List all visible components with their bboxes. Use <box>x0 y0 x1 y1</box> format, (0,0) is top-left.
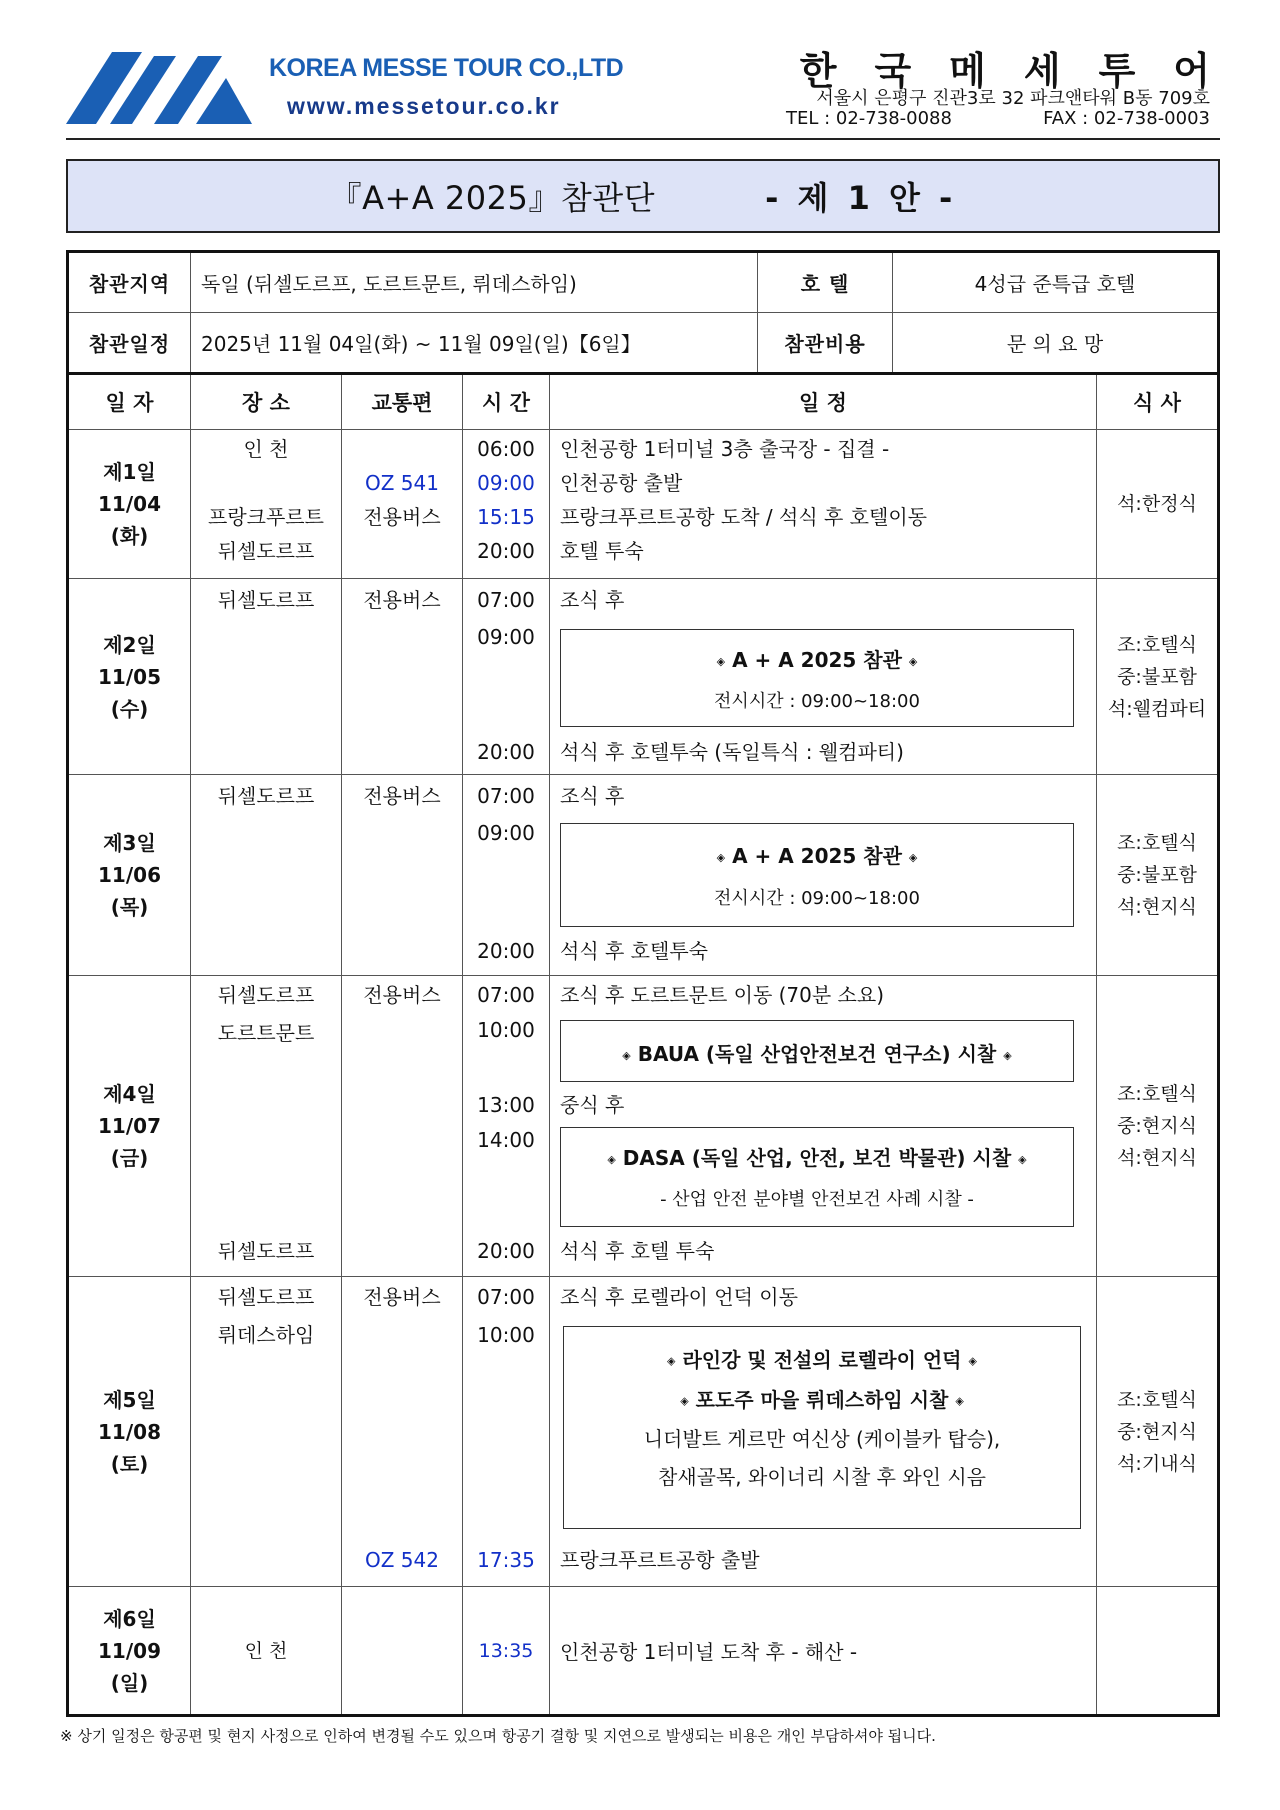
cost-label: 참관비용 <box>758 313 893 374</box>
diamond-icon: ◈ <box>680 1394 689 1407</box>
day1-meals: 석:한정식 <box>1097 430 1219 579</box>
day4-times: 07:00 10:00 13:00 14:00 20:00 <box>463 976 550 1277</box>
hotel-label: 호 텔 <box>758 252 893 313</box>
diamond-icon: ◈ <box>908 655 918 668</box>
day6-transport <box>342 1587 463 1716</box>
company-fax: FAX : 02-738-0003 <box>1043 108 1210 129</box>
header-time: 시 간 <box>463 374 550 430</box>
day4-itinerary: 조식 후 도르트문트 이동 (70분 소요) ◈ BAUA (독일 산업안전보건 연구소) 시찰 ◈ 중식 후 ◈ DASA (독일 산업, 안전, 보건 박물관) 시찰 ◈ - 산업 안전 분야별 안전보건 사례 시찰 - 석식 후 호텔 투숙 <box>550 976 1097 1277</box>
day5-label: 제5일 11/08 (토) <box>68 1277 191 1587</box>
diamond-icon: ◈ <box>1003 1049 1012 1062</box>
diamond-icon: ◈ <box>716 851 726 864</box>
schedule-row-day5 <box>68 1277 1219 1587</box>
region-label: 참관지역 <box>68 252 191 313</box>
day4-dasa-box: ◈ DASA (독일 산업, 안전, 보건 박물관) 시찰 ◈ - 산업 안전 분야별 안전보건 사례 시찰 - <box>560 1127 1074 1227</box>
header-meal: 식 사 <box>1097 374 1219 430</box>
day2-label: 제2일 11/05 (수) <box>68 579 191 775</box>
day1-label: 제1일 11/04 (화) <box>68 430 191 579</box>
day6-times: 13:35 <box>463 1587 550 1716</box>
diamond-icon: ◈ <box>968 1354 977 1368</box>
diamond-icon: ◈ <box>955 1394 964 1407</box>
day3-meals: 조:호텔식 중:불포함 석:현지식 <box>1097 775 1219 976</box>
letterhead <box>66 40 1248 140</box>
day5-times: 07:00 10:00 17:35 <box>463 1277 550 1587</box>
day1-transport: OZ 541 전용버스 <box>342 430 463 579</box>
region-value: 독일 (뒤셀도르프, 도르트문트, 뤼데스하임) <box>191 252 758 313</box>
cost-value: 문 의 요 망 <box>893 313 1219 374</box>
period-label: 참관일정 <box>68 313 191 374</box>
schedule-row-day4 <box>68 976 1219 1277</box>
day1-itinerary: 인천공항 1터미널 3층 출국장 - 집결 - 인천공항 출발 프랑크푸르트공항 도착 / 석식 후 호텔이동 호텔 투숙 <box>550 430 1097 579</box>
day3-exhibition-box: ◈ A + A 2025 참관 ◈ 전시시간 : 09:00~18:00 <box>560 823 1074 927</box>
day6-itinerary: 인천공항 1터미널 도착 후 - 해산 - <box>550 1587 1097 1716</box>
company-logo-icon <box>66 52 252 124</box>
footnote: ※ 상기 일정은 항공편 및 현지 사정으로 인하여 변경될 수도 있으며 항공기 결항 및 지연으로 발생되는 비용은 개인 부담하셔야 됩니다. <box>60 1727 936 1745</box>
day6-label: 제6일 11/09 (일) <box>68 1587 191 1716</box>
company-address: 서울시 은평구 진관3로 32 파크앤타워 B동 709호 <box>816 88 1210 109</box>
day5-transport: 전용버스 OZ 542 <box>342 1277 463 1587</box>
day1-times: 06:00 09:00 15:15 20:00 <box>463 430 550 579</box>
day2-itinerary: 조식 후 ◈ A + A 2025 참관 ◈ 전시시간 : 09:00~18:00 석식 후 호텔투숙 (독일특식 : 웰컴파티) <box>550 579 1097 775</box>
schedule-table <box>66 372 1220 1717</box>
day4-label: 제4일 11/07 (금) <box>68 976 191 1277</box>
day2-exhibition-box: ◈ A + A 2025 참관 ◈ 전시시간 : 09:00~18:00 <box>560 629 1074 727</box>
info-table <box>66 250 1220 375</box>
diamond-icon: ◈ <box>667 1354 676 1368</box>
company-name-english: KOREA MESSE TOUR CO.,LTD <box>269 54 624 82</box>
day4-transport: 전용버스 <box>342 976 463 1277</box>
title-plan: - 제 1 안 - <box>765 179 957 217</box>
day5-tour-box: ◈ 라인강 및 전설의 로렐라이 언덕 ◈ ◈ 포도주 마을 뤼데스하임 시찰 ◈ 니더발트 게르만 여신상 (케이블카 탑승), 참새골목, 와이너리 시찰 후 와인 시음 <box>563 1326 1081 1529</box>
day5-places: 뒤셀도르프 뤼데스하임 <box>191 1277 342 1587</box>
day5-meals: 조:호텔식 중:현지식 석:기내식 <box>1097 1277 1219 1587</box>
day3-label: 제3일 11/06 (목) <box>68 775 191 976</box>
company-name-korean: 한국메세투어 <box>799 49 1248 93</box>
day3-transport: 전용버스 <box>342 775 463 976</box>
diamond-icon: ◈ <box>908 851 918 864</box>
day4-baua-box: ◈ BAUA (독일 산업안전보건 연구소) 시찰 ◈ <box>560 1020 1074 1082</box>
header-itinerary: 일 정 <box>550 374 1097 430</box>
schedule-header-row <box>68 374 1219 430</box>
day6-meals <box>1097 1587 1219 1716</box>
day2-transport: 전용버스 <box>342 579 463 775</box>
day4-places: 뒤셀도르프 도르트문트 뒤셀도르프 <box>191 976 342 1277</box>
page-title <box>66 159 1220 233</box>
hotel-value: 4성급 준특급 호텔 <box>893 252 1219 313</box>
day3-itinerary: 조식 후 ◈ A + A 2025 참관 ◈ 전시시간 : 09:00~18:00 석식 후 호텔투숙 <box>550 775 1097 976</box>
day2-places: 뒤셀도르프 <box>191 579 342 775</box>
schedule-row-day1 <box>68 430 1219 579</box>
diamond-icon: ◈ <box>716 655 726 668</box>
day2-times: 07:00 09:00 20:00 <box>463 579 550 775</box>
day6-places: 인 천 <box>191 1587 342 1716</box>
period-value: 2025년 11월 04일(화) ~ 11월 09일(일)【6일】 <box>191 313 758 374</box>
header-day: 일 자 <box>68 374 191 430</box>
title-main: 『A+A 2025』참관단 <box>329 179 656 217</box>
header-transport: 교통편 <box>342 374 463 430</box>
diamond-icon: ◈ <box>622 1049 631 1062</box>
header-divider <box>66 138 1220 140</box>
day4-meals: 조:호텔식 중:현지식 석:현지식 <box>1097 976 1219 1277</box>
day3-times: 07:00 09:00 20:00 <box>463 775 550 976</box>
company-website: www.messetour.co.kr <box>287 93 561 119</box>
diamond-icon: ◈ <box>607 1153 616 1166</box>
company-tel: TEL : 02-738-0088 <box>786 108 952 129</box>
day2-meals: 조:호텔식 중:불포함 석:웰컴파티 <box>1097 579 1219 775</box>
day5-itinerary: 조식 후 로렐라이 언덕 이동 ◈ 라인강 및 전설의 로렐라이 언덕 ◈ ◈ 포도주 마을 뤼데스하임 시찰 ◈ 니더발트 게르만 여신상 (케이블카 탑승), 참새골목, 와이너리 시찰 후 와인 시음 프랑크푸르트공항 출발 <box>550 1277 1097 1587</box>
header-place: 장 소 <box>191 374 342 430</box>
schedule-row-day6 <box>68 1587 1219 1716</box>
schedule-row-day3 <box>68 775 1219 976</box>
day1-places: 인 천 프랑크푸르트 뒤셀도르프 <box>191 430 342 579</box>
day3-places: 뒤셀도르프 <box>191 775 342 976</box>
schedule-row-day2 <box>68 579 1219 775</box>
diamond-icon: ◈ <box>1018 1153 1027 1166</box>
